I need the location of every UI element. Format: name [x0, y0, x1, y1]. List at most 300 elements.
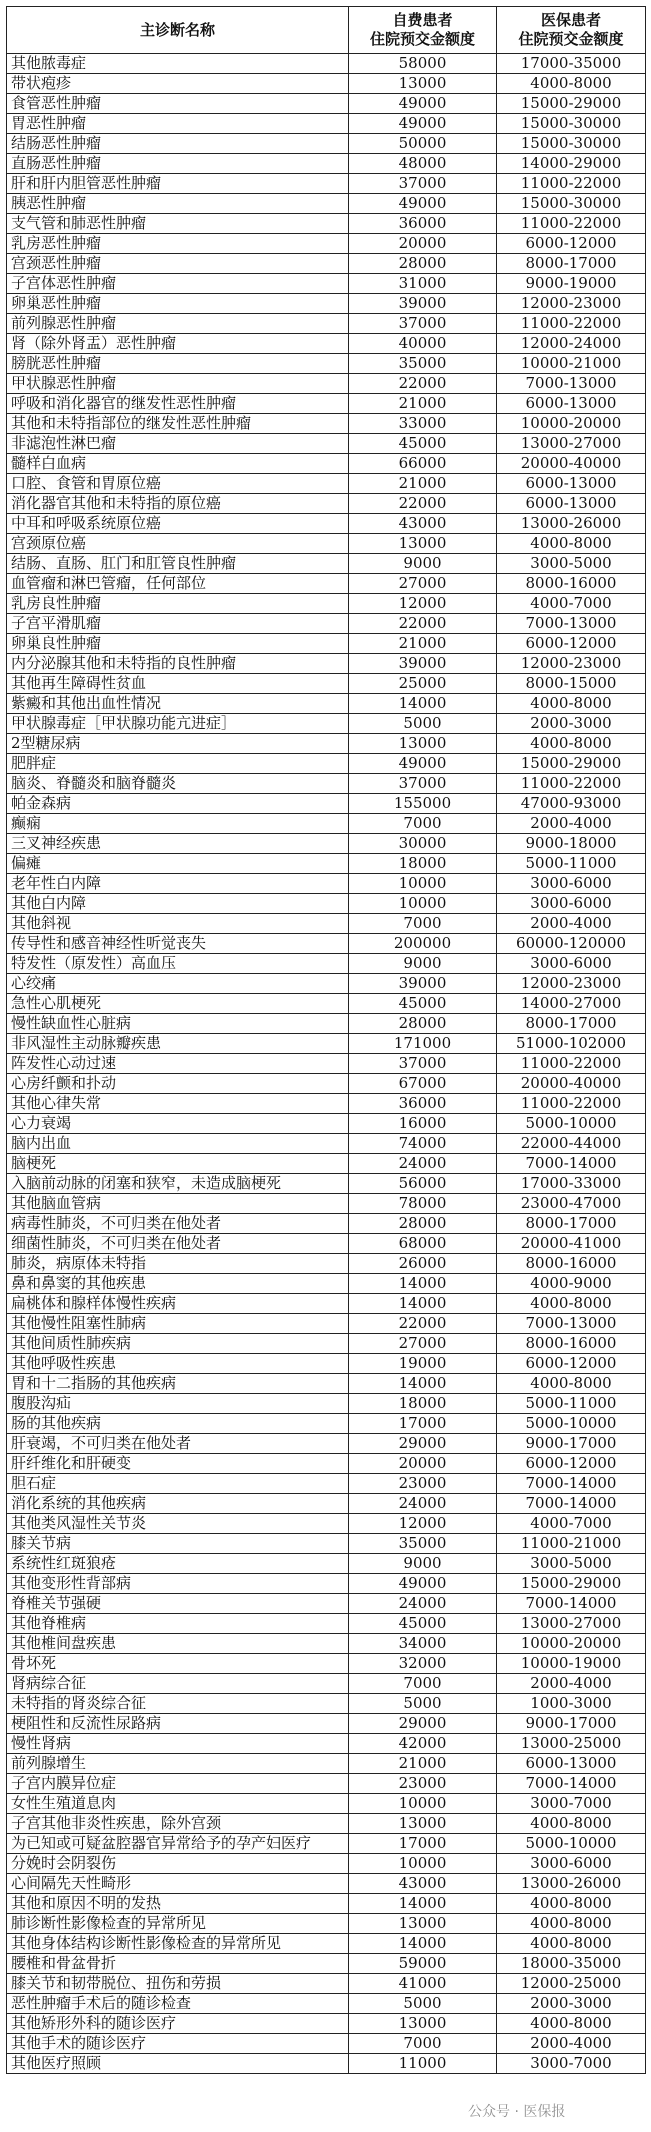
table-row	[7, 654, 646, 674]
insured-amount-cell: 6000-12000	[497, 234, 646, 254]
diagnosis-name-cell: 宫颈原位癌	[7, 534, 349, 554]
insured-amount-cell: 11000-22000	[497, 314, 646, 334]
diagnosis-name-cell: 病毒性肺炎，不可归类在他处者	[7, 1214, 349, 1234]
insured-amount-cell: 5000-11000	[497, 854, 646, 874]
self-pay-amount-cell: 9000	[349, 1554, 497, 1574]
table-row	[7, 754, 646, 774]
header-row	[7, 7, 646, 54]
diagnosis-name-cell: 甲状腺恶性肿瘤	[7, 374, 349, 394]
self-pay-amount-cell: 40000	[349, 334, 497, 354]
diagnosis-name-cell: 其他脓毒症	[7, 54, 349, 74]
insured-amount-cell: 4000-8000	[497, 1814, 646, 1834]
insured-amount-cell: 15000-29000	[497, 94, 646, 114]
table-row	[7, 1934, 646, 1954]
diagnosis-name-cell: 其他和原因不明的发热	[7, 1894, 349, 1914]
insured-amount-cell: 47000-93000	[497, 794, 646, 814]
insured-amount-cell: 8000-17000	[497, 1014, 646, 1034]
header-insured	[497, 7, 646, 54]
diagnosis-name-cell: 呼吸和消化器官的继发性恶性肿瘤	[7, 394, 349, 414]
self-pay-amount-cell: 39000	[349, 294, 497, 314]
insured-amount-cell: 4000-9000	[497, 1274, 646, 1294]
table-row	[7, 1434, 646, 1454]
diagnosis-name-cell: 肺炎，病原体未特指	[7, 1254, 349, 1274]
self-pay-amount-cell: 45000	[349, 434, 497, 454]
table-row	[7, 514, 646, 534]
diagnosis-name-cell: 慢性缺血性心脏病	[7, 1014, 349, 1034]
diagnosis-name-cell: 鼻和鼻窦的其他疾患	[7, 1274, 349, 1294]
insured-amount-cell: 6000-12000	[497, 1354, 646, 1374]
self-pay-amount-cell: 5000	[349, 1994, 497, 2014]
insured-amount-cell: 9000-19000	[497, 274, 646, 294]
diagnosis-name-cell: 胃和十二指肠的其他疾病	[7, 1374, 349, 1394]
table-row	[7, 974, 646, 994]
insured-amount-cell: 7000-13000	[497, 614, 646, 634]
diagnosis-name-cell: 肝衰竭，不可归类在他处者	[7, 1434, 349, 1454]
diagnosis-name-cell: 其他斜视	[7, 914, 349, 934]
table-row	[7, 954, 646, 974]
self-pay-amount-cell: 49000	[349, 1574, 497, 1594]
insured-amount-cell: 2000-4000	[497, 2034, 646, 2054]
insured-amount-cell: 2000-3000	[497, 1994, 646, 2014]
self-pay-amount-cell: 45000	[349, 994, 497, 1014]
diagnosis-name-cell: 梗阻性和反流性尿路病	[7, 1714, 349, 1734]
self-pay-amount-cell: 37000	[349, 1054, 497, 1074]
diagnosis-name-cell: 其他慢性阻塞性肺病	[7, 1314, 349, 1334]
diagnosis-name-cell: 骨坏死	[7, 1654, 349, 1674]
diagnosis-name-cell: 其他变形性背部病	[7, 1574, 349, 1594]
insured-amount-cell: 11000-22000	[497, 174, 646, 194]
self-pay-amount-cell: 37000	[349, 174, 497, 194]
table-row	[7, 1654, 646, 1674]
diagnosis-name-cell: 急性心肌梗死	[7, 994, 349, 1014]
diagnosis-name-cell: 未特指的肾炎综合征	[7, 1694, 349, 1714]
diagnosis-name-cell: 结肠、直肠、肛门和肛管良性肿瘤	[7, 554, 349, 574]
self-pay-amount-cell: 14000	[349, 694, 497, 714]
table-row	[7, 1974, 646, 1994]
diagnosis-name-cell: 结肠恶性肿瘤	[7, 134, 349, 154]
self-pay-amount-cell: 36000	[349, 1094, 497, 1114]
self-pay-amount-cell: 24000	[349, 1154, 497, 1174]
diagnosis-name-cell: 其他和未特指部位的继发性恶性肿瘤	[7, 414, 349, 434]
insured-amount-cell: 18000-35000	[497, 1954, 646, 1974]
table-row	[7, 1274, 646, 1294]
table-row	[7, 1314, 646, 1334]
diagnosis-name-cell: 癫痫	[7, 814, 349, 834]
table-row	[7, 1014, 646, 1034]
diagnosis-name-cell: 心间隔先天性畸形	[7, 1874, 349, 1894]
table-row	[7, 1914, 646, 1934]
self-pay-amount-cell: 10000	[349, 1854, 497, 1874]
header-self-pay-line2: 住院预交金额度	[369, 30, 475, 48]
table-row	[7, 334, 646, 354]
table-row	[7, 714, 646, 734]
insured-amount-cell: 8000-17000	[497, 1214, 646, 1234]
insured-amount-cell: 15000-29000	[497, 1574, 646, 1594]
diagnosis-name-cell: 中耳和呼吸系统原位癌	[7, 514, 349, 534]
header-diagnosis-label: 主诊断名称	[139, 20, 215, 39]
table-row	[7, 94, 646, 114]
table-row	[7, 434, 646, 454]
table-row	[7, 554, 646, 574]
diagnosis-name-cell: 子宫平滑肌瘤	[7, 614, 349, 634]
self-pay-amount-cell: 39000	[349, 974, 497, 994]
insured-amount-cell: 5000-10000	[497, 1414, 646, 1434]
insured-amount-cell: 6000-13000	[497, 394, 646, 414]
table-row	[7, 294, 646, 314]
diagnosis-name-cell: 腹股沟疝	[7, 1394, 349, 1414]
insured-amount-cell: 7000-14000	[497, 1474, 646, 1494]
table-row	[7, 1634, 646, 1654]
table-row	[7, 614, 646, 634]
insured-amount-cell: 7000-14000	[497, 1154, 646, 1174]
self-pay-amount-cell: 13000	[349, 74, 497, 94]
diagnosis-name-cell: 子宫内膜异位症	[7, 1774, 349, 1794]
insured-amount-cell: 7000-13000	[497, 1314, 646, 1334]
diagnosis-name-cell: 其他医疗照顾	[7, 2054, 349, 2074]
insured-amount-cell: 3000-6000	[497, 894, 646, 914]
diagnosis-name-cell: 内分泌腺其他和未特指的良性肿瘤	[7, 654, 349, 674]
insured-amount-cell: 6000-13000	[497, 1754, 646, 1774]
insured-amount-cell: 3000-6000	[497, 874, 646, 894]
self-pay-amount-cell: 14000	[349, 1894, 497, 1914]
self-pay-amount-cell: 49000	[349, 114, 497, 134]
self-pay-amount-cell: 14000	[349, 1294, 497, 1314]
self-pay-amount-cell: 20000	[349, 234, 497, 254]
insured-amount-cell: 13000-27000	[497, 434, 646, 454]
insured-amount-cell: 20000-40000	[497, 1074, 646, 1094]
self-pay-amount-cell: 39000	[349, 654, 497, 674]
header-self-pay-line1: 自费患者	[392, 11, 453, 29]
table-row	[7, 1174, 646, 1194]
self-pay-amount-cell: 37000	[349, 314, 497, 334]
table-row	[7, 1194, 646, 1214]
insured-amount-cell: 9000-17000	[497, 1434, 646, 1454]
self-pay-amount-cell: 35000	[349, 354, 497, 374]
self-pay-amount-cell: 35000	[349, 1534, 497, 1554]
self-pay-amount-cell: 49000	[349, 754, 497, 774]
table-row	[7, 2034, 646, 2054]
diagnosis-name-cell: 胰恶性肿瘤	[7, 194, 349, 214]
header-insured-line1: 医保患者	[540, 11, 601, 29]
table-row	[7, 534, 646, 554]
insured-amount-cell: 20000-40000	[497, 454, 646, 474]
diagnosis-name-cell: 子宫体恶性肿瘤	[7, 274, 349, 294]
diagnosis-name-cell: 前列腺增生	[7, 1754, 349, 1774]
self-pay-amount-cell: 31000	[349, 274, 497, 294]
diagnosis-name-cell: 分娩时会阴裂伤	[7, 1854, 349, 1874]
table-row	[7, 894, 646, 914]
self-pay-amount-cell: 27000	[349, 574, 497, 594]
diagnosis-name-cell: 恶性肿瘤手术后的随诊检查	[7, 1994, 349, 2014]
table-row	[7, 1134, 646, 1154]
insured-amount-cell: 6000-12000	[497, 634, 646, 654]
self-pay-amount-cell: 13000	[349, 534, 497, 554]
table-row	[7, 1474, 646, 1494]
diagnosis-name-cell: 帕金森病	[7, 794, 349, 814]
insured-amount-cell: 3000-7000	[497, 2054, 646, 2074]
table-row	[7, 1374, 646, 1394]
insured-amount-cell: 5000-10000	[497, 1834, 646, 1854]
table-row	[7, 314, 646, 334]
insured-amount-cell: 3000-6000	[497, 1854, 646, 1874]
diagnosis-name-cell: 肝和肝内胆管恶性肿瘤	[7, 174, 349, 194]
self-pay-amount-cell: 32000	[349, 1654, 497, 1674]
diagnosis-name-cell: 为已知或可疑盆腔器官异常给予的孕产妇医疗	[7, 1834, 349, 1854]
diagnosis-name-cell: 其他矫形外科的随诊医疗	[7, 2014, 349, 2034]
self-pay-amount-cell: 41000	[349, 1974, 497, 1994]
insured-amount-cell: 9000-17000	[497, 1714, 646, 1734]
self-pay-amount-cell: 14000	[349, 1934, 497, 1954]
insured-amount-cell: 6000-13000	[497, 494, 646, 514]
table-row	[7, 74, 646, 94]
self-pay-amount-cell: 16000	[349, 1114, 497, 1134]
header-insured-line2: 住院预交金额度	[518, 30, 624, 48]
self-pay-amount-cell: 34000	[349, 1634, 497, 1654]
table-row	[7, 1614, 646, 1634]
self-pay-amount-cell: 14000	[349, 1274, 497, 1294]
self-pay-amount-cell: 5000	[349, 1694, 497, 1714]
table-row	[7, 694, 646, 714]
diagnosis-name-cell: 肺诊断性影像检查的异常所见	[7, 1914, 349, 1934]
insured-amount-cell: 2000-4000	[497, 914, 646, 934]
self-pay-amount-cell: 12000	[349, 594, 497, 614]
table-row	[7, 1954, 646, 1974]
diagnosis-name-cell: 非滤泡性淋巴瘤	[7, 434, 349, 454]
table-row	[7, 1114, 646, 1134]
diagnosis-name-cell: 肥胖症	[7, 754, 349, 774]
self-pay-amount-cell: 13000	[349, 734, 497, 754]
table-row	[7, 874, 646, 894]
self-pay-amount-cell: 19000	[349, 1354, 497, 1374]
table-row	[7, 1354, 646, 1374]
table-row	[7, 54, 646, 74]
table-row	[7, 1994, 646, 2014]
insured-amount-cell: 13000-26000	[497, 1874, 646, 1894]
insured-amount-cell: 8000-16000	[497, 574, 646, 594]
diagnosis-name-cell: 其他脊椎病	[7, 1614, 349, 1634]
diagnosis-name-cell: 偏瘫	[7, 854, 349, 874]
table-row	[7, 1054, 646, 1074]
table-row	[7, 854, 646, 874]
watermark-text: 公众号 · 医保报	[468, 2104, 566, 2120]
insured-amount-cell: 15000-30000	[497, 114, 646, 134]
diagnosis-name-cell: 宫颈恶性肿瘤	[7, 254, 349, 274]
insured-amount-cell: 8000-16000	[497, 1254, 646, 1274]
insured-amount-cell: 6000-12000	[497, 1454, 646, 1474]
self-pay-amount-cell: 28000	[349, 1014, 497, 1034]
diagnosis-name-cell: 心绞痛	[7, 974, 349, 994]
table-row	[7, 1534, 646, 1554]
diagnosis-name-cell: 带状疱疹	[7, 74, 349, 94]
self-pay-amount-cell: 200000	[349, 934, 497, 954]
diagnosis-name-cell: 前列腺恶性肿瘤	[7, 314, 349, 334]
insured-amount-cell: 4000-8000	[497, 2014, 646, 2034]
diagnosis-name-cell: 腰椎和骨盆骨折	[7, 1954, 349, 1974]
insured-amount-cell: 4000-8000	[497, 534, 646, 554]
table-row	[7, 1834, 646, 1854]
table-row	[7, 194, 646, 214]
header-self-pay	[349, 7, 497, 54]
table-row	[7, 634, 646, 654]
self-pay-amount-cell: 68000	[349, 1234, 497, 1254]
table-row	[7, 1694, 646, 1714]
table-row	[7, 1774, 646, 1794]
insured-amount-cell: 8000-15000	[497, 674, 646, 694]
self-pay-amount-cell: 9000	[349, 954, 497, 974]
self-pay-amount-cell: 78000	[349, 1194, 497, 1214]
diagnosis-name-cell: 其他身体结构诊断性影像检查的异常所见	[7, 1934, 349, 1954]
insured-amount-cell: 10000-20000	[497, 1634, 646, 1654]
self-pay-amount-cell: 22000	[349, 614, 497, 634]
insured-amount-cell: 12000-25000	[497, 1974, 646, 1994]
diagnosis-name-cell: 胃恶性肿瘤	[7, 114, 349, 134]
table-row	[7, 1454, 646, 1474]
insured-amount-cell: 7000-14000	[497, 1494, 646, 1514]
self-pay-amount-cell: 10000	[349, 1794, 497, 1814]
self-pay-amount-cell: 33000	[349, 414, 497, 434]
insured-amount-cell: 2000-4000	[497, 1674, 646, 1694]
insured-amount-cell: 10000-21000	[497, 354, 646, 374]
self-pay-amount-cell: 20000	[349, 1454, 497, 1474]
table-row	[7, 474, 646, 494]
table-row	[7, 814, 646, 834]
table-row	[7, 1234, 646, 1254]
table-row	[7, 1754, 646, 1774]
table-row	[7, 1334, 646, 1354]
diagnosis-name-cell: 慢性肾病	[7, 1734, 349, 1754]
insured-amount-cell: 22000-44000	[497, 1134, 646, 1154]
self-pay-amount-cell: 10000	[349, 894, 497, 914]
table-row	[7, 734, 646, 754]
diagnosis-name-cell: 肝纤维化和肝硬变	[7, 1454, 349, 1474]
table-row	[7, 2014, 646, 2034]
diagnosis-name-cell: 其他脑血管病	[7, 1194, 349, 1214]
self-pay-amount-cell: 11000	[349, 2054, 497, 2074]
insured-amount-cell: 51000-102000	[497, 1034, 646, 1054]
table-row	[7, 594, 646, 614]
table-row	[7, 1294, 646, 1314]
table-row	[7, 1214, 646, 1234]
insured-amount-cell: 2000-3000	[497, 714, 646, 734]
diagnosis-name-cell: 系统性红斑狼疮	[7, 1554, 349, 1574]
self-pay-amount-cell: 29000	[349, 1434, 497, 1454]
self-pay-amount-cell: 22000	[349, 1314, 497, 1334]
self-pay-amount-cell: 9000	[349, 554, 497, 574]
self-pay-amount-cell: 21000	[349, 394, 497, 414]
table-row	[7, 794, 646, 814]
self-pay-amount-cell: 45000	[349, 1614, 497, 1634]
self-pay-amount-cell: 27000	[349, 1334, 497, 1354]
diagnosis-name-cell: 食管恶性肿瘤	[7, 94, 349, 114]
insured-amount-cell: 1000-3000	[497, 1694, 646, 1714]
insured-amount-cell: 12000-23000	[497, 294, 646, 314]
diagnosis-name-cell: 膀胱恶性肿瘤	[7, 354, 349, 374]
insured-amount-cell: 11000-22000	[497, 774, 646, 794]
diagnosis-name-cell: 特发性（原发性）高血压	[7, 954, 349, 974]
table-row	[7, 1494, 646, 1514]
table-row	[7, 1814, 646, 1834]
diagnosis-name-cell: 胆石症	[7, 1474, 349, 1494]
insured-amount-cell: 7000-14000	[497, 1594, 646, 1614]
self-pay-amount-cell: 67000	[349, 1074, 497, 1094]
self-pay-amount-cell: 49000	[349, 194, 497, 214]
diagnosis-name-cell: 其他类风湿性关节炎	[7, 1514, 349, 1534]
self-pay-amount-cell: 18000	[349, 1394, 497, 1414]
diagnosis-name-cell: 脑梗死	[7, 1154, 349, 1174]
table-row	[7, 454, 646, 474]
table-row	[7, 914, 646, 934]
diagnosis-name-cell: 肾病综合征	[7, 1674, 349, 1694]
diagnosis-name-cell: 其他手术的随诊医疗	[7, 2034, 349, 2054]
table-row	[7, 274, 646, 294]
insured-amount-cell: 4000-8000	[497, 1934, 646, 1954]
self-pay-amount-cell: 22000	[349, 494, 497, 514]
table-row	[7, 1414, 646, 1434]
insured-amount-cell: 3000-7000	[497, 1794, 646, 1814]
self-pay-amount-cell: 7000	[349, 1674, 497, 1694]
insured-amount-cell: 13000-27000	[497, 1614, 646, 1634]
diagnosis-name-cell: 甲状腺毒症［甲状腺功能亢进症］	[7, 714, 349, 734]
insured-amount-cell: 7000-14000	[497, 1774, 646, 1794]
table-row	[7, 254, 646, 274]
table-row	[7, 1394, 646, 1414]
table-row	[7, 354, 646, 374]
self-pay-amount-cell: 17000	[349, 1834, 497, 1854]
table-row	[7, 174, 646, 194]
diagnosis-name-cell: 膝关节病	[7, 1534, 349, 1554]
self-pay-amount-cell: 43000	[349, 514, 497, 534]
diagnosis-name-cell: 三叉神经疾患	[7, 834, 349, 854]
insured-amount-cell: 6000-13000	[497, 474, 646, 494]
insured-amount-cell: 13000-26000	[497, 514, 646, 534]
diagnosis-name-cell: 乳房恶性肿瘤	[7, 234, 349, 254]
table-row	[7, 934, 646, 954]
insured-amount-cell: 3000-5000	[497, 554, 646, 574]
diagnosis-name-cell: 其他白内障	[7, 894, 349, 914]
self-pay-amount-cell: 29000	[349, 1714, 497, 1734]
insured-amount-cell: 4000-8000	[497, 1914, 646, 1934]
self-pay-amount-cell: 30000	[349, 834, 497, 854]
diagnosis-name-cell: 乳房良性肿瘤	[7, 594, 349, 614]
table-row	[7, 1514, 646, 1534]
diagnosis-name-cell: 支气管和肺恶性肿瘤	[7, 214, 349, 234]
diagnosis-name-cell: 血管瘤和淋巴管瘤，任何部位	[7, 574, 349, 594]
insured-amount-cell: 20000-41000	[497, 1234, 646, 1254]
self-pay-amount-cell: 17000	[349, 1414, 497, 1434]
self-pay-amount-cell: 5000	[349, 714, 497, 734]
self-pay-amount-cell: 56000	[349, 1174, 497, 1194]
self-pay-amount-cell: 13000	[349, 1914, 497, 1934]
self-pay-amount-cell: 42000	[349, 1734, 497, 1754]
insured-amount-cell: 10000-19000	[497, 1654, 646, 1674]
diagnosis-name-cell: 肠的其他疾病	[7, 1414, 349, 1434]
insured-amount-cell: 4000-8000	[497, 1294, 646, 1314]
table-row	[7, 134, 646, 154]
diagnosis-name-cell: 脊椎关节强硬	[7, 1594, 349, 1614]
self-pay-amount-cell: 14000	[349, 1374, 497, 1394]
diagnosis-name-cell: 其他间质性肺疾病	[7, 1334, 349, 1354]
self-pay-amount-cell: 13000	[349, 2014, 497, 2034]
self-pay-amount-cell: 28000	[349, 254, 497, 274]
insured-amount-cell: 5000-10000	[497, 1114, 646, 1134]
self-pay-amount-cell: 37000	[349, 774, 497, 794]
table-row	[7, 1874, 646, 1894]
table-row	[7, 1714, 646, 1734]
table-row	[7, 414, 646, 434]
insured-amount-cell: 4000-8000	[497, 734, 646, 754]
table-row	[7, 374, 646, 394]
self-pay-amount-cell: 22000	[349, 374, 497, 394]
